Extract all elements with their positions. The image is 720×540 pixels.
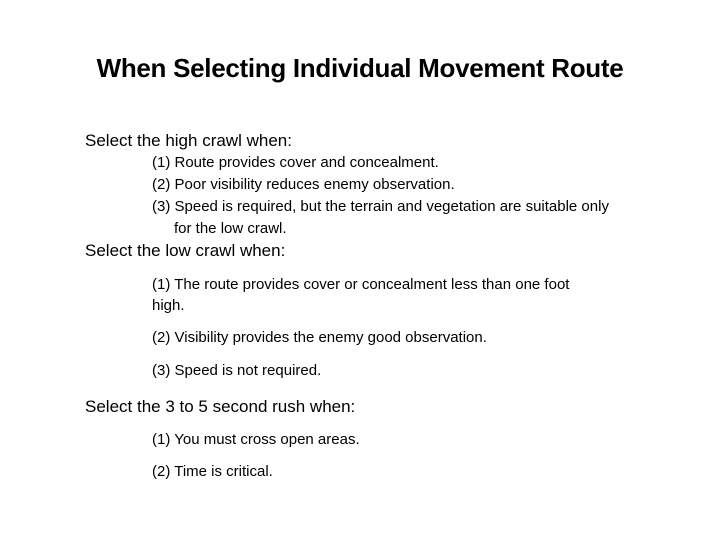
list-item: (1) You must cross open areas.	[152, 431, 360, 448]
list-item: (1) Route provides cover and concealment.	[152, 154, 439, 171]
section-heading-rush: Select the 3 to 5 second rush when:	[85, 397, 356, 416]
list-item: (3) Speed is not required.	[152, 362, 322, 379]
slide-title: When Selecting Individual Movement Route	[96, 53, 624, 83]
list-item: (2) Poor visibility reduces enemy observation.	[152, 176, 455, 193]
section-heading-high-crawl: Select the high crawl when:	[85, 131, 292, 150]
list-item-continuation: for the low crawl.	[174, 220, 287, 237]
list-item-continuation: high.	[152, 297, 185, 314]
section-heading-low-crawl: Select the low crawl when:	[85, 241, 286, 260]
list-item: (2) Time is critical.	[152, 463, 273, 480]
list-item: (1) The route provides cover or concealment less than one foot	[152, 276, 570, 293]
list-item: (3) Speed is required, but the terrain and vegetation are suitable only	[152, 198, 609, 215]
list-item: (2) Visibility provides the enemy good observation.	[152, 329, 487, 346]
